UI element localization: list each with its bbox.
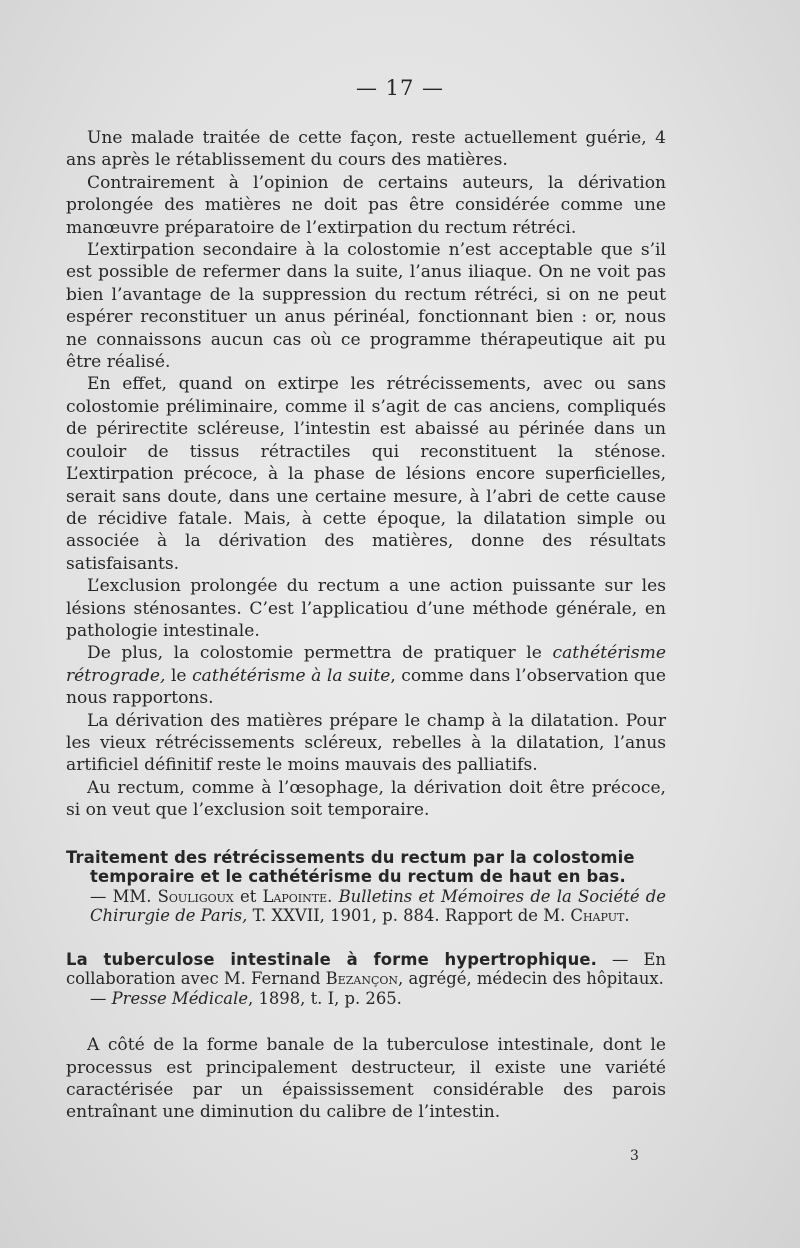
paragraph-6-text-c: le — [165, 665, 193, 686]
paragraph-6-italic-2: cathétérisme à la suite — [192, 665, 391, 686]
paragraph-6-text-e: , comme dans l’observation que nous rapportons. — [66, 665, 666, 709]
paragraph-3: L’extirpation secondaire à la colostomie n’est acceptable que s’il est possible de refermer dans la suite, l’anus iliaque. On ne voit pas bien l’avantage de la suppression du rectum rétréci, si on ne peut espérer reconstituer un anus périnéal, fonctionnant bien : or, nous ne connaissons aucun cas où ce programme thérapeutique ait pu être réalisé. — [66, 240, 666, 373]
reference-2-citation — [66, 989, 402, 1009]
paragraph-6-text-a: De plus, la colostomie permettra de pratiquer le — [87, 643, 553, 664]
reference-1-journal: Bulletins et Mémoires de la Société de Chirurgie de Paris, — [90, 886, 666, 926]
paragraph-7: La dérivation des matières prépare le champ à la dilatation. Pour les vieux rétrécissements scléreux, rebelles à la dilatation, l’anus artificiel définitif reste le moins mauvais des palliatifs. — [66, 710, 666, 776]
reference-1-dot: . — [327, 886, 339, 906]
reference-1-title-line-1: Traitement des rétrécissements du rectum par la colostomie — [66, 847, 635, 867]
paragraph-2: Contrairement à l’opinion de certains auteurs, la dérivation prolongée des matières ne doit pas être considérée comme une manœuvre préparatoire de l’extirpation du rectum rétréci. — [66, 172, 666, 238]
paragraph-1: Une malade traitée de cette façon, reste actuellement guérie, 4 ans après le rétablissement du cours des matières. — [66, 128, 666, 171]
reference-1-author-1: Souligoux — [157, 886, 234, 906]
reference-2-dash: — — [90, 988, 112, 1008]
reference-1-author-2: Lapointe — [262, 886, 328, 906]
paragraph-8: Au rectum, comme à l’œsophage, la dérivation doit être précoce, si on veut que l’exclusion soit temporaire. — [66, 777, 666, 821]
reference-1-and: et — [233, 886, 263, 906]
reference-2-author: Bezançon — [325, 969, 399, 989]
reference-1-end: . — [624, 906, 630, 926]
paragraph-5: L’exclusion prolongée du rectum a une action puissante sur les lésions sténosantes. C’est l’applicatiou d’une méthode générale, en pathologie intestinale. — [66, 576, 666, 641]
page-body — [66, 127, 666, 1124]
paragraph-6 — [66, 642, 666, 709]
reference-2-title: La tuberculose intestinale à forme hypertrophique. — [66, 949, 598, 969]
page-number: — 17 — — [355, 76, 445, 100]
paragraph-6-italic-1: cathétérisme rétrograde, — [66, 643, 666, 686]
reference-1-dash: — MM. — [90, 886, 158, 906]
reference-2-text-1: — En collaboration avec M. Fernand — [66, 949, 666, 989]
paragraph-final: A côté de la forme banale de la tuberculose intestinale, dont le processus est principalement destructeur, il existe une variété caractérisée par un épaississement considérable des parois entraînant une diminution du calibre de l’intestin. — [66, 1035, 666, 1123]
reference-2-journal: Presse Médicale — [111, 988, 249, 1008]
reference-2-body — [326, 969, 664, 988]
reference-1-body — [66, 867, 666, 926]
reference-1-details: T. XXVII, 1901, p. 884. Rapport de M. — [247, 906, 571, 926]
reference-2-details: , 1898, t. I, p. 265. — [248, 988, 402, 1008]
reference-2-text-2: , agrégé, médecin des hôpitaux. — [398, 969, 664, 989]
reference-1 — [66, 848, 666, 926]
reference-1-title-line-2: temporaire et le cathétérisme du rectum de haut en bas. — [90, 867, 626, 887]
reference-2 — [66, 950, 666, 1009]
signature-mark: 3 — [630, 1148, 639, 1164]
paragraph-4: En effet, quand on extirpe les rétrécissements, avec ou sans colostomie préliminaire, comme il s’agit de cas anciens, compliqués de périrectite scléreuse, l’intestin est abaissé au périnée dans un couloir de tissus rétractiles qui reconstituent la sténose. L’extirpation précoce, à la phase de lésions encore superficielles, serait sans doute, dans une certaine mesure, à l’abri de cette cause de récidive fatale. Mais, à cette époque, la dilatation simple ou associée à la dérivation des matières, donne des résultats satisfaisants. — [66, 374, 666, 574]
reference-1-reporter: Chaput — [570, 906, 625, 926]
